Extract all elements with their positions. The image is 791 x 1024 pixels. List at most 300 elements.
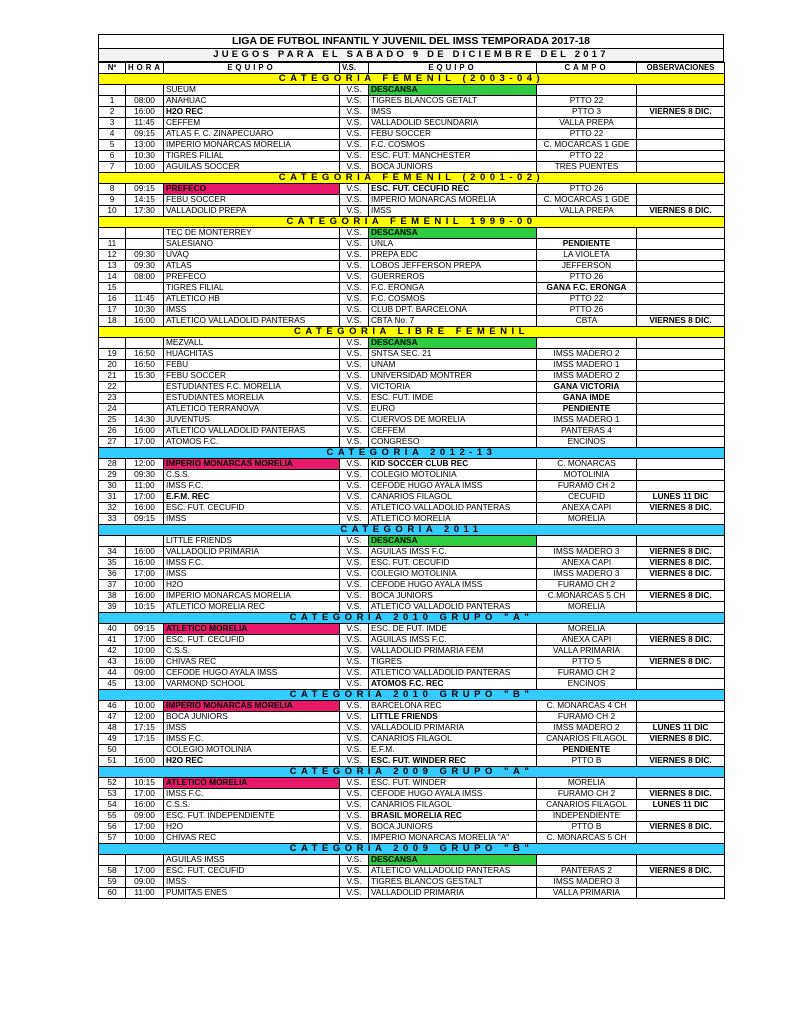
home-team: ATLETICO MORELIA REC xyxy=(164,602,340,613)
home-team: ATLAS F. C. ZINAPECUARO xyxy=(164,129,340,140)
home-team: ESC. FUT. INDEPENDIENTE xyxy=(164,811,340,822)
observation xyxy=(637,415,725,426)
home-team: ESC. FUT. CECUFID xyxy=(164,503,340,514)
away-team: ESC. FUT. CECUFID REC xyxy=(369,184,537,195)
category-row xyxy=(99,74,725,85)
observation: VIERNES 8 DIC. xyxy=(637,789,725,800)
home-team: LITTLE FRIENDS xyxy=(164,536,340,547)
match-time xyxy=(126,283,164,294)
away-team: BOCA JUNIORS xyxy=(369,822,537,833)
away-team: F.C. COSMOS xyxy=(369,294,537,305)
match-row xyxy=(99,228,725,239)
field-name: PTTO 22 xyxy=(537,151,637,162)
match-row xyxy=(99,107,725,118)
away-team: CEFODE HUGO AYALA IMSS xyxy=(369,789,537,800)
match-row xyxy=(99,162,725,173)
away-team: BOCA JUNIORS xyxy=(369,591,537,602)
match-number: 41 xyxy=(99,635,126,646)
category-label: CATEGORIA LIBRE FEMENIL xyxy=(99,327,725,338)
home-team: H2O REC xyxy=(164,756,340,767)
sheet-subtitle: JUEGOS PARA EL SABADO 9 DE DICIEMBRE DEL 2017 xyxy=(98,49,724,62)
observation xyxy=(637,580,725,591)
versus-label: V.S. xyxy=(340,745,369,756)
observation xyxy=(637,151,725,162)
home-team: CHIVAS REC xyxy=(164,833,340,844)
match-time: 17:15 xyxy=(126,734,164,745)
home-team: IMSS xyxy=(164,569,340,580)
observation xyxy=(637,877,725,888)
versus-label: V.S. xyxy=(340,679,369,690)
match-row xyxy=(99,591,725,602)
home-team: H2O REC xyxy=(164,107,340,118)
away-team: COLEGIO MOTOLINIA xyxy=(369,569,537,580)
observation xyxy=(637,459,725,470)
field-name: GANA IMDE xyxy=(537,393,637,404)
field-name: PTTO 26 xyxy=(537,305,637,316)
match-number xyxy=(99,85,126,96)
match-time: 13:00 xyxy=(126,679,164,690)
versus-label: V.S. xyxy=(340,283,369,294)
match-time: 11:00 xyxy=(126,888,164,899)
field-name: C.MONARCAS 5 CH xyxy=(537,591,637,602)
versus-label: V.S. xyxy=(340,536,369,547)
away-team: KID SOCCER CLUB REC xyxy=(369,459,537,470)
home-team: IMSS xyxy=(164,877,340,888)
observation xyxy=(637,404,725,415)
away-team: BOCA JUNIORS xyxy=(369,162,537,173)
versus-label: V.S. xyxy=(340,107,369,118)
match-time: 10:00 xyxy=(126,162,164,173)
observation xyxy=(637,162,725,173)
match-time: 09:00 xyxy=(126,668,164,679)
home-team: TIGRES FILIAL xyxy=(164,283,340,294)
match-number xyxy=(99,228,126,239)
observation xyxy=(637,272,725,283)
home-team: ATLETICO MORELIA xyxy=(164,778,340,789)
match-row xyxy=(99,470,725,481)
field-name: MORELIA xyxy=(537,624,637,635)
away-team: CONGRESO xyxy=(369,437,537,448)
home-team: IMSS F.C. xyxy=(164,558,340,569)
away-team: CEFODE HUGO AYALA IMSS xyxy=(369,580,537,591)
versus-label: V.S. xyxy=(340,228,369,239)
away-team: LITTLE FRIENDS xyxy=(369,712,537,723)
field-name: CANARIOS FILAGOL xyxy=(537,800,637,811)
match-row xyxy=(99,426,725,437)
versus-label: V.S. xyxy=(340,349,369,360)
match-row xyxy=(99,701,725,712)
observation xyxy=(637,239,725,250)
observation xyxy=(637,360,725,371)
category-label: CATEGORIA 2012-13 xyxy=(99,448,725,459)
field-name: PTTO 22 xyxy=(537,129,637,140)
field-name: PENDIENTE xyxy=(537,404,637,415)
versus-label: V.S. xyxy=(340,635,369,646)
field-name: C. MONARCAS 5 CH xyxy=(537,833,637,844)
match-row xyxy=(99,118,725,129)
match-row xyxy=(99,184,725,195)
match-time: 10:15 xyxy=(126,778,164,789)
match-number: 46 xyxy=(99,701,126,712)
away-team: CANARIOS FILAGOL xyxy=(369,800,537,811)
match-row xyxy=(99,404,725,415)
match-number xyxy=(99,338,126,349)
observation xyxy=(637,96,725,107)
versus-label: V.S. xyxy=(340,723,369,734)
versus-label: V.S. xyxy=(340,140,369,151)
observation xyxy=(637,305,725,316)
home-team: C.S.S. xyxy=(164,646,340,657)
match-number: 25 xyxy=(99,415,126,426)
versus-label: V.S. xyxy=(340,184,369,195)
home-team: H2O xyxy=(164,822,340,833)
match-time: 09:00 xyxy=(126,877,164,888)
match-time: 16:00 xyxy=(126,547,164,558)
versus-label: V.S. xyxy=(340,569,369,580)
field-name: CBTA xyxy=(537,316,637,327)
header-observaciones: OBSERVACIONES xyxy=(637,63,725,74)
field-name: ANEXA CAPI xyxy=(537,635,637,646)
match-number: 32 xyxy=(99,503,126,514)
away-team: AGUILAS IMSS F.C. xyxy=(369,635,537,646)
match-row xyxy=(99,657,725,668)
match-time: 09:15 xyxy=(126,184,164,195)
field-name: C. MONARCAS 4 CH xyxy=(537,701,637,712)
match-time xyxy=(126,338,164,349)
match-row xyxy=(99,811,725,822)
observation xyxy=(637,855,725,866)
category-label: CATEGORIA FEMENIL 1999-00 xyxy=(99,217,725,228)
match-row xyxy=(99,239,725,250)
home-team: PREFECO xyxy=(164,184,340,195)
match-number: 29 xyxy=(99,470,126,481)
observation xyxy=(637,481,725,492)
away-team: IMSS xyxy=(369,107,537,118)
match-time: 11:45 xyxy=(126,294,164,305)
match-number: 38 xyxy=(99,591,126,602)
match-row xyxy=(99,734,725,745)
match-time xyxy=(126,404,164,415)
away-team: EURO xyxy=(369,404,537,415)
match-row xyxy=(99,283,725,294)
field-name: ANEXA CAPI xyxy=(537,503,637,514)
match-row xyxy=(99,349,725,360)
versus-label: V.S. xyxy=(340,591,369,602)
versus-label: V.S. xyxy=(340,338,369,349)
away-team: ESC. FUT. WINDER REC xyxy=(369,756,537,767)
match-number: 13 xyxy=(99,261,126,272)
home-team: VALLADOLID PREPA xyxy=(164,206,340,217)
versus-label: V.S. xyxy=(340,778,369,789)
home-team: SALESIANO xyxy=(164,239,340,250)
away-team: DESCANSA xyxy=(369,855,537,866)
category-row xyxy=(99,173,725,184)
home-team: ATLAS xyxy=(164,261,340,272)
match-row xyxy=(99,481,725,492)
versus-label: V.S. xyxy=(340,558,369,569)
match-number: 14 xyxy=(99,272,126,283)
match-time: 09:00 xyxy=(126,811,164,822)
observation xyxy=(637,602,725,613)
away-team: UNLA xyxy=(369,239,537,250)
away-team: VALLADOLID PRIMARIA xyxy=(369,723,537,734)
match-number: 37 xyxy=(99,580,126,591)
category-label: CATEGORIA FEMENIL (2001-02) xyxy=(99,173,725,184)
match-time: 11:45 xyxy=(126,118,164,129)
observation xyxy=(637,338,725,349)
match-row xyxy=(99,855,725,866)
match-time: 17:00 xyxy=(126,437,164,448)
away-team: ESC. FUT. WINDER xyxy=(369,778,537,789)
away-team: COLEGIO MOTOLINIA xyxy=(369,470,537,481)
versus-label: V.S. xyxy=(340,624,369,635)
match-number: 16 xyxy=(99,294,126,305)
versus-label: V.S. xyxy=(340,580,369,591)
versus-label: V.S. xyxy=(340,888,369,899)
match-row xyxy=(99,151,725,162)
versus-label: V.S. xyxy=(340,789,369,800)
versus-label: V.S. xyxy=(340,85,369,96)
home-team: C.S.S. xyxy=(164,470,340,481)
match-number: 26 xyxy=(99,426,126,437)
versus-label: V.S. xyxy=(340,118,369,129)
match-time: 09:30 xyxy=(126,261,164,272)
match-time xyxy=(126,85,164,96)
observation: VIERNES 8 DIC. xyxy=(637,822,725,833)
category-row xyxy=(99,690,725,701)
away-team: CBTA No. 7 xyxy=(369,316,537,327)
away-team: DESCANSA xyxy=(369,85,537,96)
field-name: IMSS MADERO 1 xyxy=(537,360,637,371)
match-time: 16:00 xyxy=(126,591,164,602)
category-row xyxy=(99,448,725,459)
home-team: IMPERIO MONARCAS MORELIA xyxy=(164,591,340,602)
field-name: CECUFID xyxy=(537,492,637,503)
match-number: 3 xyxy=(99,118,126,129)
home-team: JUVENTUS xyxy=(164,415,340,426)
category-label: CATEGORIA 2011 xyxy=(99,525,725,536)
match-row xyxy=(99,492,725,503)
match-number: 10 xyxy=(99,206,126,217)
field-name: PENDIENTE xyxy=(537,745,637,756)
match-row xyxy=(99,393,725,404)
field-name xyxy=(537,536,637,547)
observation: VIERNES 8 DIC. xyxy=(637,657,725,668)
match-time: 16:00 xyxy=(126,657,164,668)
home-team: TIGRES FILIAL xyxy=(164,151,340,162)
versus-label: V.S. xyxy=(340,833,369,844)
versus-label: V.S. xyxy=(340,503,369,514)
field-name: PTTO 26 xyxy=(537,184,637,195)
match-number: 44 xyxy=(99,668,126,679)
versus-label: V.S. xyxy=(340,646,369,657)
observation xyxy=(637,437,725,448)
versus-label: V.S. xyxy=(340,415,369,426)
match-row xyxy=(99,789,725,800)
versus-label: V.S. xyxy=(340,151,369,162)
observation: VIERNES 8 DIC. xyxy=(637,206,725,217)
away-team: CLUB DPT. BARCELONA xyxy=(369,305,537,316)
versus-label: V.S. xyxy=(340,800,369,811)
match-number: 17 xyxy=(99,305,126,316)
field-name: PENDIENTE xyxy=(537,239,637,250)
home-team: HUACHITAS xyxy=(164,349,340,360)
observation xyxy=(637,888,725,899)
observation xyxy=(637,811,725,822)
home-team: VALLADOLID PRIMARIA xyxy=(164,547,340,558)
category-row xyxy=(99,327,725,338)
header-campo: CAMPO xyxy=(537,63,637,74)
observation xyxy=(637,646,725,657)
match-number: 50 xyxy=(99,745,126,756)
match-number: 48 xyxy=(99,723,126,734)
home-team: IMSS xyxy=(164,723,340,734)
match-time: 10:30 xyxy=(126,305,164,316)
observation: VIERNES 8 DIC. xyxy=(637,734,725,745)
versus-label: V.S. xyxy=(340,822,369,833)
match-row xyxy=(99,745,725,756)
versus-label: V.S. xyxy=(340,657,369,668)
field-name: FURAMO CH 2 xyxy=(537,712,637,723)
match-number: 43 xyxy=(99,657,126,668)
match-time: 11:00 xyxy=(126,481,164,492)
match-time: 10:30 xyxy=(126,151,164,162)
versus-label: V.S. xyxy=(340,294,369,305)
versus-label: V.S. xyxy=(340,426,369,437)
versus-label: V.S. xyxy=(340,360,369,371)
away-team: VALLADOLID PRIMARIA FEM xyxy=(369,646,537,657)
match-number: 36 xyxy=(99,569,126,580)
observation xyxy=(637,668,725,679)
match-number: 47 xyxy=(99,712,126,723)
home-team: FEBU SOCCER xyxy=(164,195,340,206)
versus-label: V.S. xyxy=(340,514,369,525)
away-team: F.C. ERONGA xyxy=(369,283,537,294)
home-team: IMSS F.C. xyxy=(164,481,340,492)
versus-label: V.S. xyxy=(340,459,369,470)
versus-label: V.S. xyxy=(340,96,369,107)
observation xyxy=(637,745,725,756)
home-team: PREFECO xyxy=(164,272,340,283)
match-number xyxy=(99,536,126,547)
field-name: IMSS MADERO 3 xyxy=(537,877,637,888)
match-row xyxy=(99,866,725,877)
header-number: Nº xyxy=(99,63,126,74)
away-team: ESC. FUT. IMDE xyxy=(369,393,537,404)
versus-label: V.S. xyxy=(340,371,369,382)
match-row xyxy=(99,833,725,844)
versus-label: V.S. xyxy=(340,470,369,481)
match-row xyxy=(99,206,725,217)
match-row xyxy=(99,756,725,767)
observation xyxy=(637,624,725,635)
match-time: 17:30 xyxy=(126,206,164,217)
away-team: PREPA EDC xyxy=(369,250,537,261)
away-team: VICTORIA xyxy=(369,382,537,393)
match-row xyxy=(99,800,725,811)
away-team: ESC. FUT. CECUFID xyxy=(369,558,537,569)
away-team: FEBU SOCCER xyxy=(369,129,537,140)
home-team: IMSS xyxy=(164,514,340,525)
observation: VIERNES 8 DIC. xyxy=(637,569,725,580)
away-team: VALLADOLID PRIMARIA xyxy=(369,888,537,899)
field-name: MORELIA xyxy=(537,602,637,613)
match-row xyxy=(99,822,725,833)
home-team: C.S.S. xyxy=(164,800,340,811)
observation xyxy=(637,712,725,723)
observation xyxy=(637,470,725,481)
match-row xyxy=(99,140,725,151)
match-number: 22 xyxy=(99,382,126,393)
home-team: FEBU xyxy=(164,360,340,371)
away-team: E.F.M. xyxy=(369,745,537,756)
away-team: ESC. FUT. MANCHESTER xyxy=(369,151,537,162)
away-team: LOBOS JEFFERSON PREPA xyxy=(369,261,537,272)
match-number: 57 xyxy=(99,833,126,844)
observation: VIERNES 8 DIC. xyxy=(637,756,725,767)
home-team: ATLETICO VALLADOLID PANTERAS xyxy=(164,316,340,327)
schedule-table xyxy=(98,62,725,899)
match-number: 23 xyxy=(99,393,126,404)
match-row xyxy=(99,558,725,569)
away-team: ATLETICO VALLADOLID PANTERAS xyxy=(369,866,537,877)
match-number: 11 xyxy=(99,239,126,250)
match-row xyxy=(99,371,725,382)
match-row xyxy=(99,294,725,305)
match-row xyxy=(99,129,725,140)
field-name xyxy=(537,85,637,96)
match-time: 10:00 xyxy=(126,646,164,657)
match-time: 15:30 xyxy=(126,371,164,382)
field-name: ENCINOS xyxy=(537,437,637,448)
match-row xyxy=(99,514,725,525)
observation xyxy=(637,701,725,712)
header-equipo-2: EQUIPO xyxy=(369,63,537,74)
away-team: DESCANSA xyxy=(369,228,537,239)
observation xyxy=(637,118,725,129)
match-row xyxy=(99,272,725,283)
match-number: 39 xyxy=(99,602,126,613)
category-row xyxy=(99,525,725,536)
match-number: 58 xyxy=(99,866,126,877)
field-name: IMSS MADERO 1 xyxy=(537,415,637,426)
match-number: 8 xyxy=(99,184,126,195)
match-number: 27 xyxy=(99,437,126,448)
match-row xyxy=(99,569,725,580)
match-time: 16:00 xyxy=(126,558,164,569)
match-number xyxy=(99,855,126,866)
match-number: 6 xyxy=(99,151,126,162)
match-row xyxy=(99,536,725,547)
versus-label: V.S. xyxy=(340,701,369,712)
match-time: 13:00 xyxy=(126,140,164,151)
observation xyxy=(637,426,725,437)
field-name: C. MOCARCAS 1 GDE xyxy=(537,140,637,151)
away-team: IMPERIO MONARCAS MORELIA xyxy=(369,195,537,206)
away-team: CEFFEM xyxy=(369,426,537,437)
field-name: PTTO 26 xyxy=(537,272,637,283)
observation: VIERNES 8 DIC. xyxy=(637,635,725,646)
match-number: 34 xyxy=(99,547,126,558)
observation xyxy=(637,283,725,294)
away-team: SNTSA SEC. 21 xyxy=(369,349,537,360)
schedule-body xyxy=(99,63,725,899)
versus-label: V.S. xyxy=(340,866,369,877)
away-team: ESC. DE FUT. IMDE xyxy=(369,624,537,635)
home-team: IMSS xyxy=(164,305,340,316)
away-team: TIGRES xyxy=(369,657,537,668)
observation xyxy=(637,514,725,525)
